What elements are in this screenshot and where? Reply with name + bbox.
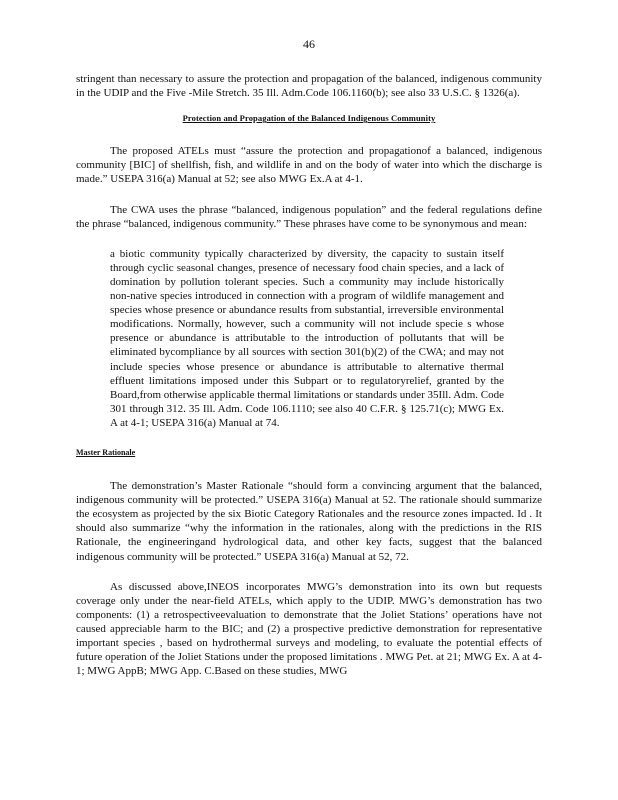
paragraph-cwa-phrase: The CWA uses the phrase “balanced, indigenous population” and the federal regulations define the phrase “balanced, indigenous community.” These phrases have come to be synonymous and mean:: [76, 203, 542, 230]
section-heading-bic: Protection and Propagation of the Balanced Indigenous Community: [182, 113, 436, 124]
paragraph-master-rationale: The demonstration’s Master Rationale “should form a convincing argument that the balanced, indigenous community will be protected.” USEPA 316(a) Manual at 52. The rationale should summarize the ecosystem as projected by the six Biotic Category Rationales and the resource zones impacted. Id . It should also summarize “why the information in the rationales, along with the predictions in the RIS Rationale, the engineeringand hydrological data, and other key facts, suggest that the balanced indigenous community will be protected.” USEPA 316(a) Manual at 52, 72.: [76, 480, 542, 563]
paragraph-proposed-atels: The proposed ATELs must “assure the protection and propagationof a balanced, indigenous community [BIC] of shellfish, fish, and wildlife in and on the body of water into which the discharge is made.” USEPA 316(a) Manual at 52; see also MWG Ex.A at 4-1.: [76, 145, 542, 186]
document-body: [76, 72, 542, 678]
block-quote-definition: a biotic community typically characterized by diversity, the capacity to sustain itself through cyclic seasonal changes, presence of necessary food chain species, and a lack of domination by pollution tolerant species. Such a community may include historically non-native species introduced in connection with a program of wildlife management and species whose presence or abundance results from substantial, irreversible environmental modifications. Normally, however, such a community will not include specie s whose presence or abundance is attributable to the introduction of pollutants that will be eliminated bycompliance by all sources with section 301(b)(2) of the CWA; and may not include species whose presence or abundance is attributable to alternative thermal effluent limitations imposed under this Subpart or to regulatoryrelief, granted by the Board,from otherwise applicable thermal limitations or standards under 35Ill. Adm. Code 301 through 312. 35 Ill. Adm. Code 106.1110; see also 40 C.F.R. § 125.71(c); MWG Ex. A at 4-1; USEPA 316(a) Manual at 74.: [110, 247, 504, 429]
paragraph-continuation: stringent than necessary to assure the protection and propagation of the balanced, indigenous community in the UDIP and the Five -Mile Stretch. 35 Ill. Adm.Code 106.1160(b); see also 33 U.S.C. § 1326(a).: [76, 73, 542, 100]
paragraph-ineos-demonstration: As discussed above,INEOS incorporates MWG’s demonstration into its own but requests coverage only under the near-field ATELs, which apply to the UDIP. MWG’s demonstration has two components: (1) a retrospectiveevaluation to demonstrate that the Joliet Stations’ operations have not caused appreciable harm to the BIC; and (2) a prospective predictive demonstration for representative important species , based on hydrothermal surveys and modeling, to evaluate the potential effects of future operation of the Joliet Stations under the proposed limitations . MWG Pet. at 21; MWG Ex. A at 4-1; MWG AppB; MWG App. C.Based on these studies, MWG: [76, 580, 542, 678]
page-number: 46: [303, 37, 315, 51]
section-heading-master-rationale: Master Rationale: [76, 447, 136, 457]
